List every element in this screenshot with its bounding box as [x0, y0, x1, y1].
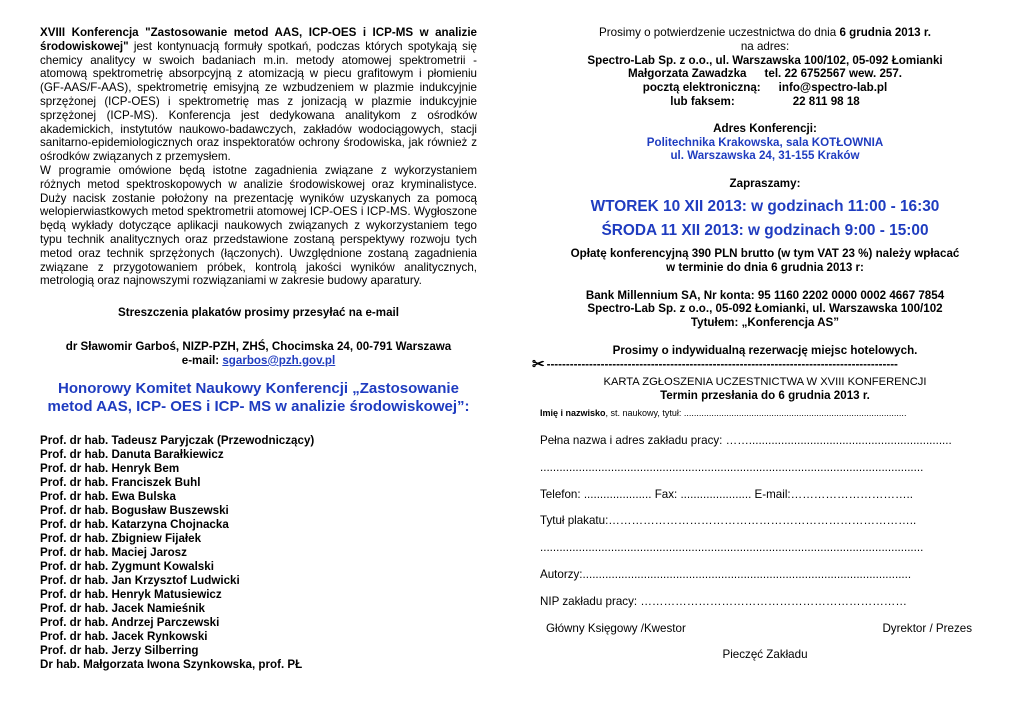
form-blank-line-2[interactable]: ....................................................................................................................... [540, 541, 924, 555]
committee-member: Prof. dr hab. Henryk Bem [40, 461, 180, 475]
committee-member: Prof. dr hab. Henryk Matusiewicz [40, 587, 222, 601]
signature-row [540, 622, 990, 636]
committee-member: Dr hab. Małgorzata Iwona Szynkowska, prof. PŁ [40, 657, 303, 671]
form-name-label: Imię i nazwisko [540, 408, 606, 419]
cut-dashes: ------------------------------------------------------------------------------------------- [546, 357, 898, 371]
company-stamp: Pieczęć Zakładu [722, 648, 808, 662]
address-label: na adres: [740, 39, 790, 53]
abstracts-email-link[interactable]: sgarbos@pzh.gov.pl [222, 353, 336, 367]
email-label: e-mail: [181, 353, 220, 367]
contact-phone: tel. 22 6752567 wew. 257. [764, 67, 903, 81]
form-authors-field[interactable]: Autorzy:...................................................................................................... [540, 567, 912, 581]
contact-fax-label: lub faksem: [670, 94, 735, 108]
committee-member: Prof. dr hab. Ewa Bulska [40, 489, 176, 503]
invite-heading: Zapraszamy: [729, 177, 801, 191]
committee-member: Prof. dr hab. Andrzej Parczewski [40, 615, 220, 629]
fee-line-1: Opłatę konferencyjną 390 PLN brutto (w tym VAT 23 %) należy wpłacać [570, 246, 960, 260]
contact-person-row [540, 67, 990, 81]
contact-email-row [540, 81, 990, 95]
confirm-line [540, 26, 990, 40]
form-nip-field[interactable]: NIP zakładu pracy: …………………………………………………………… [540, 594, 907, 608]
bank-company: Spectro-Lab Sp. z o.o., 05-092 Łomianki, ul. Warszawska 100/102 [587, 302, 943, 316]
contact-email[interactable]: info@spectro-lab.pl [778, 81, 888, 95]
venue-heading: Adres Konferencji: [713, 121, 817, 135]
form-title: KARTA ZGŁOSZENIA UCZESTNICTWA W XVIII KONFERENCJI [603, 375, 927, 388]
abstracts-email-line [40, 354, 477, 368]
committee-member: Prof. dr hab. Zbigniew Fijałek [40, 531, 202, 545]
committee-member: Prof. dr hab. Jacek Namieśnik [40, 601, 205, 615]
bank-account: Bank Millennium SA, Nr konta: 95 1160 2202 0000 0002 4667 7854 [585, 288, 945, 302]
form-deadline: Termin przesłania do 6 grudnia 2013 r. [660, 389, 870, 403]
committee-member: Prof. dr hab. Jacek Rynkowski [40, 629, 208, 643]
intro-bold: XVIII Konferencja "Zastosowanie metod AAS, ICP-OES i ICP-MS w analizie środowiskowej" [40, 26, 477, 53]
contact-person: Małgorzata Zawadzka [627, 67, 747, 81]
contact-fax-row [540, 95, 990, 109]
confirm-date: 6 grudnia 2013 r. [839, 26, 931, 39]
form-phone-fax-email-field[interactable]: Telefon: ..................... Fax: ...................... E-mail:………………………….. [540, 487, 913, 501]
venue-line-2: ul. Warszawska 24, 31-155 Kraków [670, 149, 860, 163]
venue-line-1: Politechnika Krakowska, sala KOTŁOWNIA [646, 135, 884, 149]
form-institution-field[interactable]: Pełna nazwa i adres zakładu pracy: ……............................................................... [540, 433, 952, 447]
intro-rest: jest kontynuacją formuły spotkań, podczas których spotykają się chemicy analitycy w swoich badaniach m.in. metody atomowej spektrometrii - atomową spektrometrię absorpcyjną z atomizacją w piecu grafitowym i płomieniu (GF-AAS/F-AAS), spektrometrię emisyjną ze wzbudzeniem w plazmie indukcyjnie sprzężonej (ICP-OES) i spektrometrię mas z jonizacją w plazmie indukcyjnie sprzężonej (ICP-MS). Konferencja jest dedykowana analitykom z ośrodków akademickich, instytutów naukowo-badawczych, zakładów wodociągowych, stacji sanitarno-epidemiologicznych oraz inspektoratów ochrony środowiska, jak również z ośrodków związanych z przemysłem. [40, 39, 477, 164]
hotel-note: Prosimy o indywidualną rezerwację miejsc hotelowych. [612, 343, 918, 357]
program-paragraph: W programie omówione będą istotne zagadnienia związane z wykorzystaniem różnych metod spektroskopowych w analizie środowiskowej oraz kryminalistyce. Duży nacisk zostanie położony na prezentację wyników uzyskanych za pomocą welopierwiastkowych metod spektrometrii atomowej ICP-OES i ICP-MS. Wygłoszone będą wykłady dotyczące aplikacji naukowych związanych z wykorzystaniem tego typu technik analitycznych oraz przedstawione zostaną perspektywy rozwoju tych metod oraz technik sprzężonych (łączonych). Uwzględnione zostaną zagadnienia związane z przygotowaniem próbek, kontrolą jakości wyników analitycznych, metrologią oraz najnowszymi rozwiązaniami w zakresie budowy aparatury. [40, 163, 477, 288]
committee-member: Prof. dr hab. Jerzy Silberring [40, 643, 199, 657]
committee-title: Honorowy Komitet Naukowy Konferencji „Zastosowanie metod AAS, ICP- OES i ICP- MS w analizie środowiskowej”: [47, 379, 470, 415]
contact-fax: 22 811 98 18 [792, 94, 860, 108]
contact-email-label: pocztą elektroniczną: [642, 81, 761, 95]
scissors-icon: ✂ [532, 357, 545, 372]
committee-member: Prof. dr hab. Katarzyna Chojnacka [40, 517, 229, 531]
fee-line-2: w terminie do dnia 6 grudnia 2013 r: [666, 260, 864, 274]
committee-member: Prof. dr hab. Jan Krzysztof Ludwicki [40, 573, 240, 587]
intro-paragraph [40, 26, 477, 164]
right-column [532, 26, 990, 662]
committee-member: Prof. dr hab. Tadeusz Paryjczak (Przewodniczący) [40, 433, 315, 447]
committee-member: Prof. dr hab. Bogusław Buszewski [40, 503, 229, 517]
committee-member: Prof. dr hab. Franciszek Buhl [40, 475, 201, 489]
form-blank-line-1[interactable]: ....................................................................................................................... [540, 460, 924, 474]
committee-list [40, 434, 477, 672]
day-1: WTOREK 10 XII 2013: w godzinach 11:00 - 16:30 [590, 197, 940, 215]
sign-director: Dyrektor / Prezes [882, 621, 972, 635]
form-poster-title-field[interactable]: Tytuł plakatu:…………………………………………………………………….. [540, 514, 917, 528]
transfer-title: Tytułem: „Konferencja AS” [690, 316, 840, 330]
abstracts-heading: Streszczenia plakatów prosimy przesyłać na e-mail [118, 306, 399, 320]
abstracts-contact: dr Sławomir Garboś, NIZP-PZH, ZHŚ, Chocimska 24, 00-791 Warszawa [65, 339, 452, 353]
left-column [40, 26, 477, 672]
day-2: ŚRODA 11 XII 2013: w godzinach 9:00 - 15:00 [601, 221, 929, 239]
form-name-rest: , st. naukowy, tytuł: ......................................................................................... [605, 408, 907, 419]
cut-line [532, 358, 997, 372]
form-name-field[interactable] [540, 407, 990, 421]
committee-member: Prof. dr hab. Zygmunt Kowalski [40, 559, 214, 573]
committee-member: Prof. dr hab. Danuta Barałkiewicz [40, 447, 224, 461]
confirm-prefix: Prosimy o potwierdzenie uczestnictwa do dnia [599, 26, 837, 39]
company-address: Spectro-Lab Sp. z o.o., ul. Warszawska 100/102, 05-092 Łomianki [587, 53, 943, 67]
committee-member: Prof. dr hab. Maciej Jarosz [40, 545, 187, 559]
sign-accountant: Główny Księgowy /Kwestor [546, 621, 686, 635]
